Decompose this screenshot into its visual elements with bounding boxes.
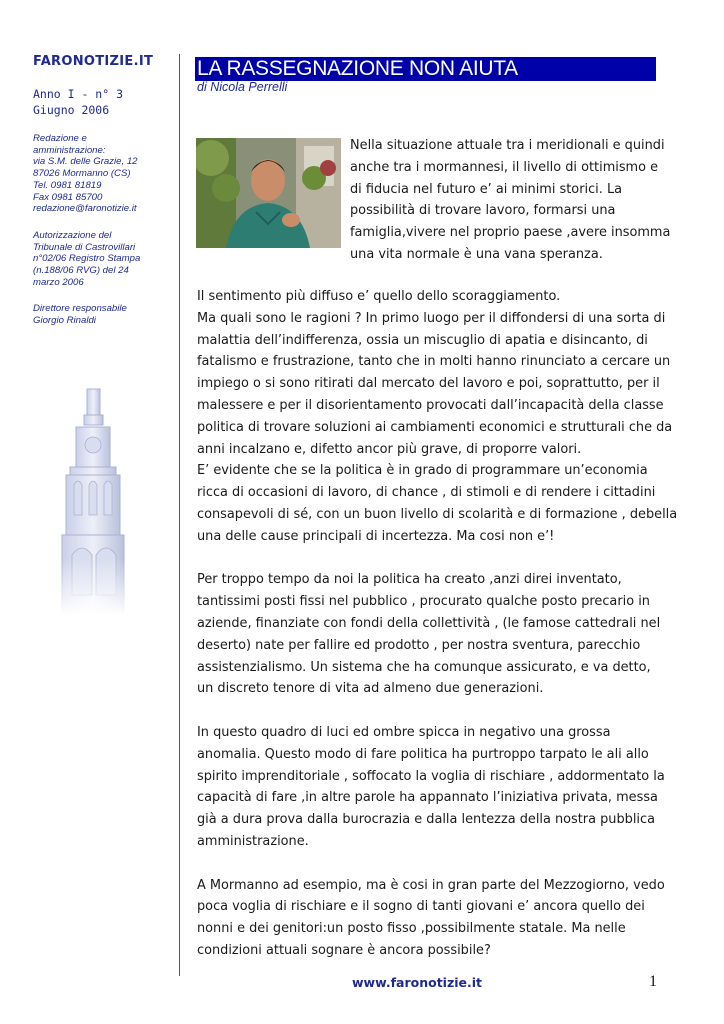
text-line: condizioni attuali sognare è ancora possibile? bbox=[197, 942, 491, 958]
text-line: E’ evidente che se la politica è in grado di programmare un’economia bbox=[197, 463, 648, 479]
masthead-sidebar bbox=[33, 54, 168, 327]
authorization-line: n°02/06 Registro Stampa bbox=[33, 253, 141, 265]
email: redazione@faronotizie.it bbox=[33, 203, 137, 215]
article-body bbox=[197, 286, 677, 962]
paragraph-gap bbox=[197, 853, 677, 875]
text-line: deserto) nate per fallire ed prodotto , per nostra sventura, parecchio bbox=[197, 637, 641, 653]
address-line: Redazione e bbox=[33, 133, 87, 144]
text-line: nonni e dei genitori:un posto fisso ,possibilmente statale. Ma nelle bbox=[197, 921, 626, 937]
issue-info bbox=[33, 86, 168, 118]
article-intro bbox=[350, 135, 670, 266]
text-line: Per troppo tempo da noi la politica ha creato ,anzi direi inventato, bbox=[197, 572, 622, 588]
text-line: spirito imprenditoriale , soffocato la voglia di rischiare , addormentato la bbox=[197, 768, 665, 784]
text-line: capacità di fare ,in altre parole ha appannato l’iniziativa privata, messa bbox=[197, 790, 658, 806]
authorization-line: Autorizzazione del bbox=[33, 229, 112, 241]
text-line: In questo quadro di luci ed ombre spicca in negativo una grossa bbox=[197, 724, 611, 740]
masthead-brand: FARONOTIZIE.IT bbox=[33, 54, 154, 69]
paragraph-gap bbox=[197, 700, 677, 722]
text-line: consapevoli di sé, con un buon livello di scolarità e di formazione , debella bbox=[197, 506, 678, 522]
address-line: 87026 Mormanno (CS) bbox=[33, 168, 131, 180]
text-line: possibilità di trovare lavoro, formarsi una bbox=[350, 203, 616, 219]
author-photo bbox=[196, 138, 341, 248]
text-line: assistenzialismo. Un sistema che ha comunque assicurato, e va detto, bbox=[197, 659, 651, 675]
text-line: una delle cause principali di incertezza. Ma cosi non e’! bbox=[197, 528, 555, 544]
text-line: poca voglia di rischiare e il sogno di tanti giovani e’ ancora quello dei bbox=[197, 899, 645, 915]
text-line: Ma quali sono le ragioni ? In primo luogo per il diffondersi di una sorta di bbox=[197, 310, 666, 326]
editor-name: Giorgio Rinaldi bbox=[33, 315, 96, 327]
text-line: anche tra i mormannesi, il livello di ottimismo e bbox=[350, 159, 659, 175]
text-line: Il sentimento più diffuso e’ quello dello scoraggiamento. bbox=[197, 289, 561, 304]
text-line: malattia dell’indifferenza, ossia un miscuglio di apatia e disincanto, di bbox=[197, 332, 648, 348]
authorization-line: marzo 2006 bbox=[33, 276, 84, 288]
text-line: impiego o si sono ritirati dal mercato del lavoro e poi, soprattutto, per il bbox=[197, 376, 660, 392]
authorization-line: (n.188/06 RVG) del 24 bbox=[33, 265, 129, 277]
text-line: aziende, finanziate con fondi della collettività , (le famose cattedrali nel bbox=[197, 615, 661, 631]
address-line: via S.M. delle Grazie, 12 bbox=[33, 156, 138, 168]
issue-date: Giugno 2006 bbox=[33, 103, 110, 117]
paragraph bbox=[197, 286, 677, 548]
text-line: politica di trovare soluzioni ai cambiamenti economici e strutturali che da bbox=[197, 419, 673, 435]
authorization-line: Tribunale di Castrovillari bbox=[33, 241, 136, 253]
text-line: A Mormanno ad esempio, ma è cosi in gran parte del Mezzogiorno, vedo bbox=[197, 877, 665, 893]
text-line: anomalia. Questo modo di fare politica ha purtroppo tarpato le ali allo bbox=[197, 746, 649, 762]
text-line: fatalismo e frustrazione, tanto che in molti hanno rinunciato a cercare un bbox=[197, 354, 671, 370]
editor-in-chief bbox=[33, 303, 168, 326]
text-line: anni incalzano e, difetto ancor più grave, di proporre valori. bbox=[197, 441, 582, 457]
article-byline: di Nicola Perrelli bbox=[197, 80, 288, 94]
paragraph bbox=[197, 569, 677, 700]
text-line: malessere e per il disorientamento provocati dall’incapacità della classe bbox=[197, 397, 664, 413]
fax: Fax 0981 85700 bbox=[33, 191, 103, 203]
address-line: amministrazione: bbox=[33, 144, 106, 156]
editorial-address bbox=[33, 133, 168, 215]
page-number: 1 bbox=[649, 973, 657, 990]
text-line: un discreto tenore di vita ad almeno due generazioni. bbox=[197, 681, 544, 697]
editor-role: Direttore responsabile bbox=[33, 303, 127, 315]
text-line: di fiducia nel futuro e’ ai minimi storici. La bbox=[350, 181, 623, 197]
article-title: LA RASSEGNAZIONE NON AIUTA bbox=[195, 57, 656, 81]
paragraph-gap bbox=[197, 548, 677, 570]
text-line: tantissimi posti fissi nel pubblico , procurato qualche posto precario in bbox=[197, 594, 650, 610]
phone: Tel. 0981 81819 bbox=[33, 179, 102, 191]
court-authorization bbox=[33, 230, 168, 289]
website-link[interactable]: www.faronotizie.it bbox=[352, 975, 483, 990]
paragraph bbox=[197, 722, 677, 853]
text-line: famiglia,vivere nel proprio paese ,avere insomma bbox=[350, 225, 671, 241]
text-line: già a dura prova dalla burocrazia e dalla lentezza della nostra pubblica bbox=[197, 812, 655, 828]
issue-number: Anno I - n° 3 bbox=[33, 87, 124, 101]
bell-tower-illustration bbox=[58, 385, 128, 615]
paragraph bbox=[197, 875, 677, 962]
text-line: amministrazione. bbox=[197, 833, 309, 849]
text-line: una vita normale è una vana speranza. bbox=[350, 246, 603, 262]
column-divider bbox=[179, 54, 180, 976]
text-line: ricca di occasioni di lavoro, di chance , di stimoli e di rendere i cittadini bbox=[197, 485, 656, 501]
text-line: Nella situazione attuale tra i meridionali e quindi bbox=[350, 138, 665, 153]
